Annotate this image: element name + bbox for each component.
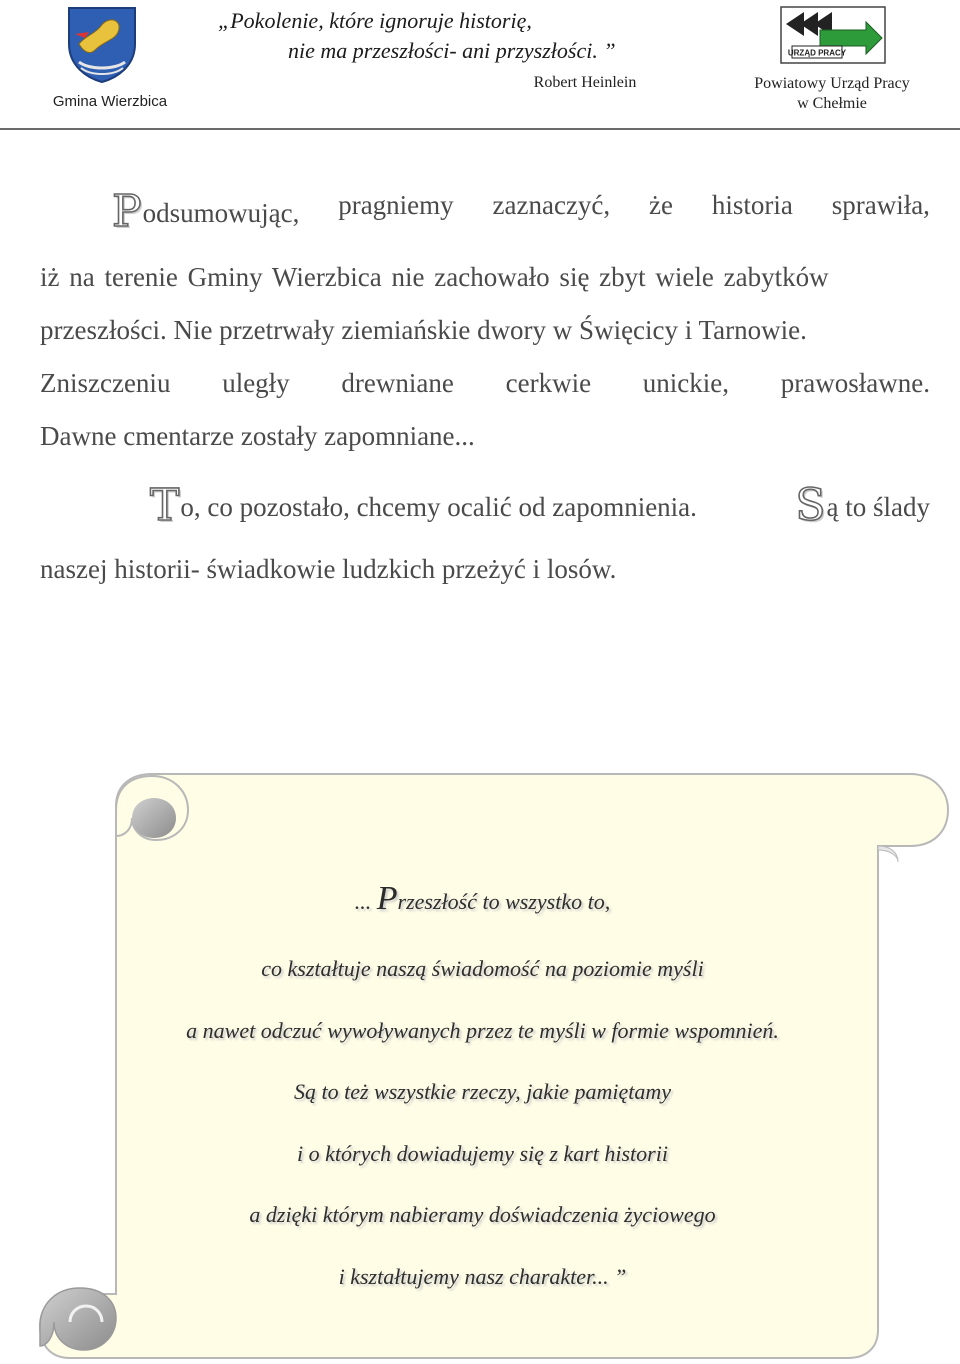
scroll-line-2: co kształtuje naszą świadomość na poziomie myśli [261, 956, 704, 981]
scroll-line-4: Są to też wszystkie rzeczy, jakie pamiętamy [294, 1079, 671, 1104]
paragraph1-line3: przeszłości. Nie przetrwały ziemiańskie dwory w Święcicy i Tarnowie. [40, 315, 807, 345]
paragraph2-line2: naszej historii- świadkowie ludzkich przeżyć i losów. [40, 554, 617, 584]
word: drewniane [341, 368, 454, 398]
paragraph1-line5: Dawne cmentarze zostały zapomniane... [40, 421, 475, 451]
dropcap-p: P [112, 186, 142, 237]
word: pragniemy [338, 190, 454, 220]
motto-line-1: „Pokolenie, które ignoruje historię, [218, 8, 532, 33]
word: historia [711, 190, 793, 220]
scroll-line-1: ... Przeszłość to wszystko to, [354, 880, 611, 917]
dropcap-s: S [795, 480, 826, 531]
scroll-line-3: a nawet odczuć wywoływanych przez te myśli w formie wspomnień. [186, 1018, 779, 1043]
word: cerkwie [505, 368, 592, 398]
paragraph1-line1-words [112, 186, 930, 237]
paragraph2-part1: To, co pozostało, chcemy ocalić od zapomnienia. [150, 480, 697, 531]
right-caption-line-1: Powiatowy Urząd Pracy [754, 75, 910, 92]
urzad-pracy-logo-icon [780, 6, 886, 64]
word: unickie, [642, 368, 730, 398]
dropcap-t: T [150, 480, 180, 531]
word: Podsumowując, [112, 186, 300, 237]
word: uległy [222, 368, 290, 398]
word: prawosławne. [780, 368, 930, 398]
scroll-line-7: i kształtujemy nasz charakter... ” [338, 1264, 627, 1289]
page-header [0, 0, 960, 130]
right-caption-line-2: w Chełmie [797, 95, 867, 112]
right-caption [720, 74, 944, 114]
paragraph1-line4 [40, 368, 930, 399]
scroll-line-5: i o których dowiadujemy się z kart historii [297, 1141, 668, 1166]
paragraph1-line1 [112, 186, 930, 237]
paragraph2-line1 [150, 480, 930, 531]
word: sprawiła, [831, 190, 930, 220]
paragraph1-line4-words [40, 368, 930, 399]
motto-author: Robert Heinlein [533, 74, 637, 91]
word: zaznaczyć, [492, 190, 611, 220]
word: że [649, 190, 673, 220]
scroll-dropcap: P [376, 880, 398, 917]
coat-of-arms-icon [65, 4, 139, 84]
scroll-line-6: a dzięki którym nabieramy doświadczenia życiowego [249, 1202, 716, 1227]
motto-quote [200, 6, 760, 66]
logo-text: URZĄD PRACY [787, 48, 847, 58]
left-caption: Gmina Wierzbica [52, 93, 168, 110]
header-divider [0, 128, 960, 130]
paragraph1-line2: iż na terenie Gminy Wierzbica nie zachowało się zbyt wiele zabytków [40, 262, 829, 292]
motto-line-2: nie ma przeszłości- ani przyszłości. ” [288, 38, 616, 63]
word: Zniszczeniu [40, 368, 171, 398]
paragraph2-part2: Są to ślady [795, 480, 930, 531]
